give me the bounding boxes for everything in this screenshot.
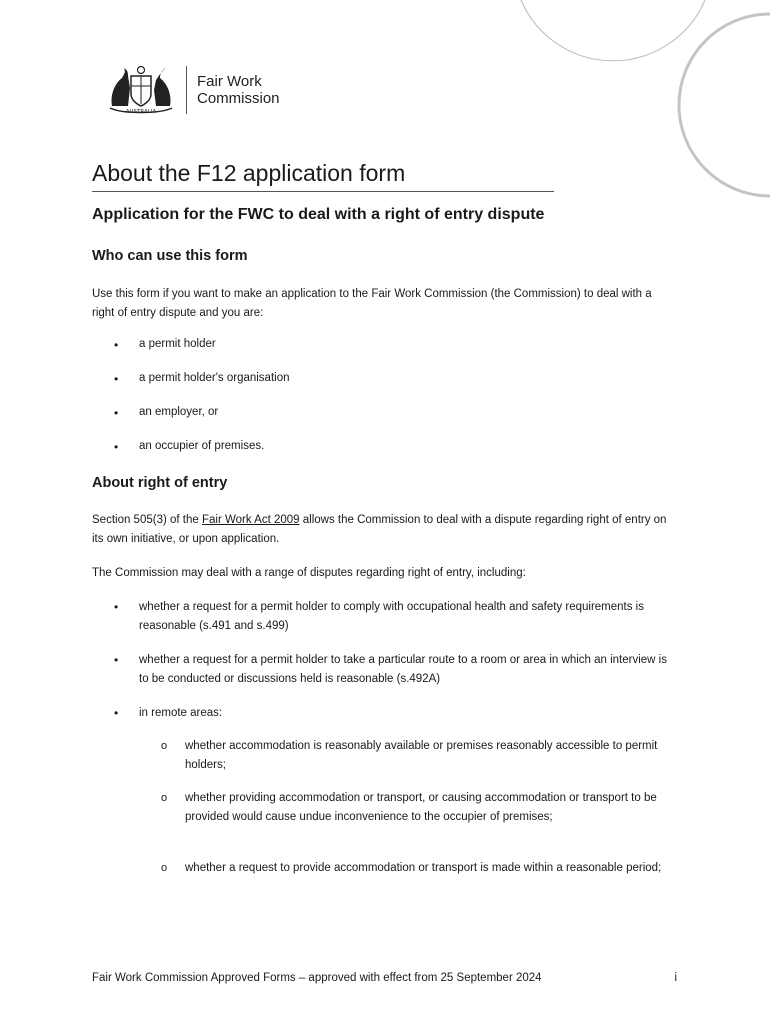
fair-work-commission-logo bbox=[104, 62, 304, 118]
about-right-of-entry-heading: About right of entry bbox=[92, 475, 228, 491]
page-footer bbox=[92, 972, 677, 984]
fair-work-act-link[interactable]: Fair Work Act 2009 bbox=[201, 514, 300, 526]
list-item: o whether accommodation is reasonably available or premises reasonably accessible to permit holders; bbox=[161, 740, 658, 771]
list-item: • whether a request for a permit holder to comply with occupational health and safety requirements is reasonable (s.491 and s.499) bbox=[114, 600, 644, 632]
list-item: • whether a request for a permit holder to take a particular route to a room or area in which an interview is to be conducted or discussions held is reasonable (s.492A) bbox=[114, 653, 667, 685]
list-item: • an employer, or bbox=[114, 406, 219, 420]
list-item: • a permit holder's organisation bbox=[114, 372, 290, 386]
list-item: • an occupier of premises. bbox=[114, 440, 265, 454]
coat-of-arms-icon bbox=[104, 62, 178, 118]
form-subtitle: Application for the FWC to deal with a right of entry dispute bbox=[92, 206, 545, 223]
list-item: • a permit holder bbox=[114, 338, 216, 352]
footer-text: Fair Work Commission Approved Forms – approved with effect from 25 September 2024 bbox=[92, 972, 542, 984]
who-intro-paragraph: Use this form if you want to make an application to the Fair Work Commission (the Commission) to deal with a right of entry dispute and you are: bbox=[92, 288, 652, 319]
crest-label: AUSTRALIA bbox=[125, 109, 157, 115]
list-item: • in remote areas: bbox=[114, 706, 223, 720]
logo-line-1: Fair Work bbox=[197, 73, 262, 90]
logo-wordmark bbox=[197, 73, 280, 107]
logo-line-2: Commission bbox=[197, 90, 280, 107]
eligible-applicants-list bbox=[92, 338, 672, 474]
page-title: About the F12 application form bbox=[92, 160, 554, 192]
list-item: o whether a request to provide accommodation or transport is made within a reasonable period; bbox=[161, 862, 662, 874]
logo-divider bbox=[186, 66, 187, 114]
who-can-use-heading: Who can use this form bbox=[92, 248, 248, 264]
page-number: i bbox=[674, 972, 677, 984]
section-505-paragraph: Section 505(3) of the Fair Work Act 2009 allows the Commission to deal with a dispute regarding right of entry on its own initiative, or upon application. bbox=[92, 514, 667, 545]
disputes-intro-paragraph: The Commission may deal with a range of disputes regarding right of entry, including: bbox=[92, 567, 526, 579]
list-item: o whether providing accommodation or transport, or causing accommodation or transport to be provided would cause undue inconvenience to the occupier of premises; bbox=[161, 792, 657, 823]
dispute-types-list bbox=[92, 598, 672, 723]
remote-areas-sublist bbox=[139, 737, 669, 899]
